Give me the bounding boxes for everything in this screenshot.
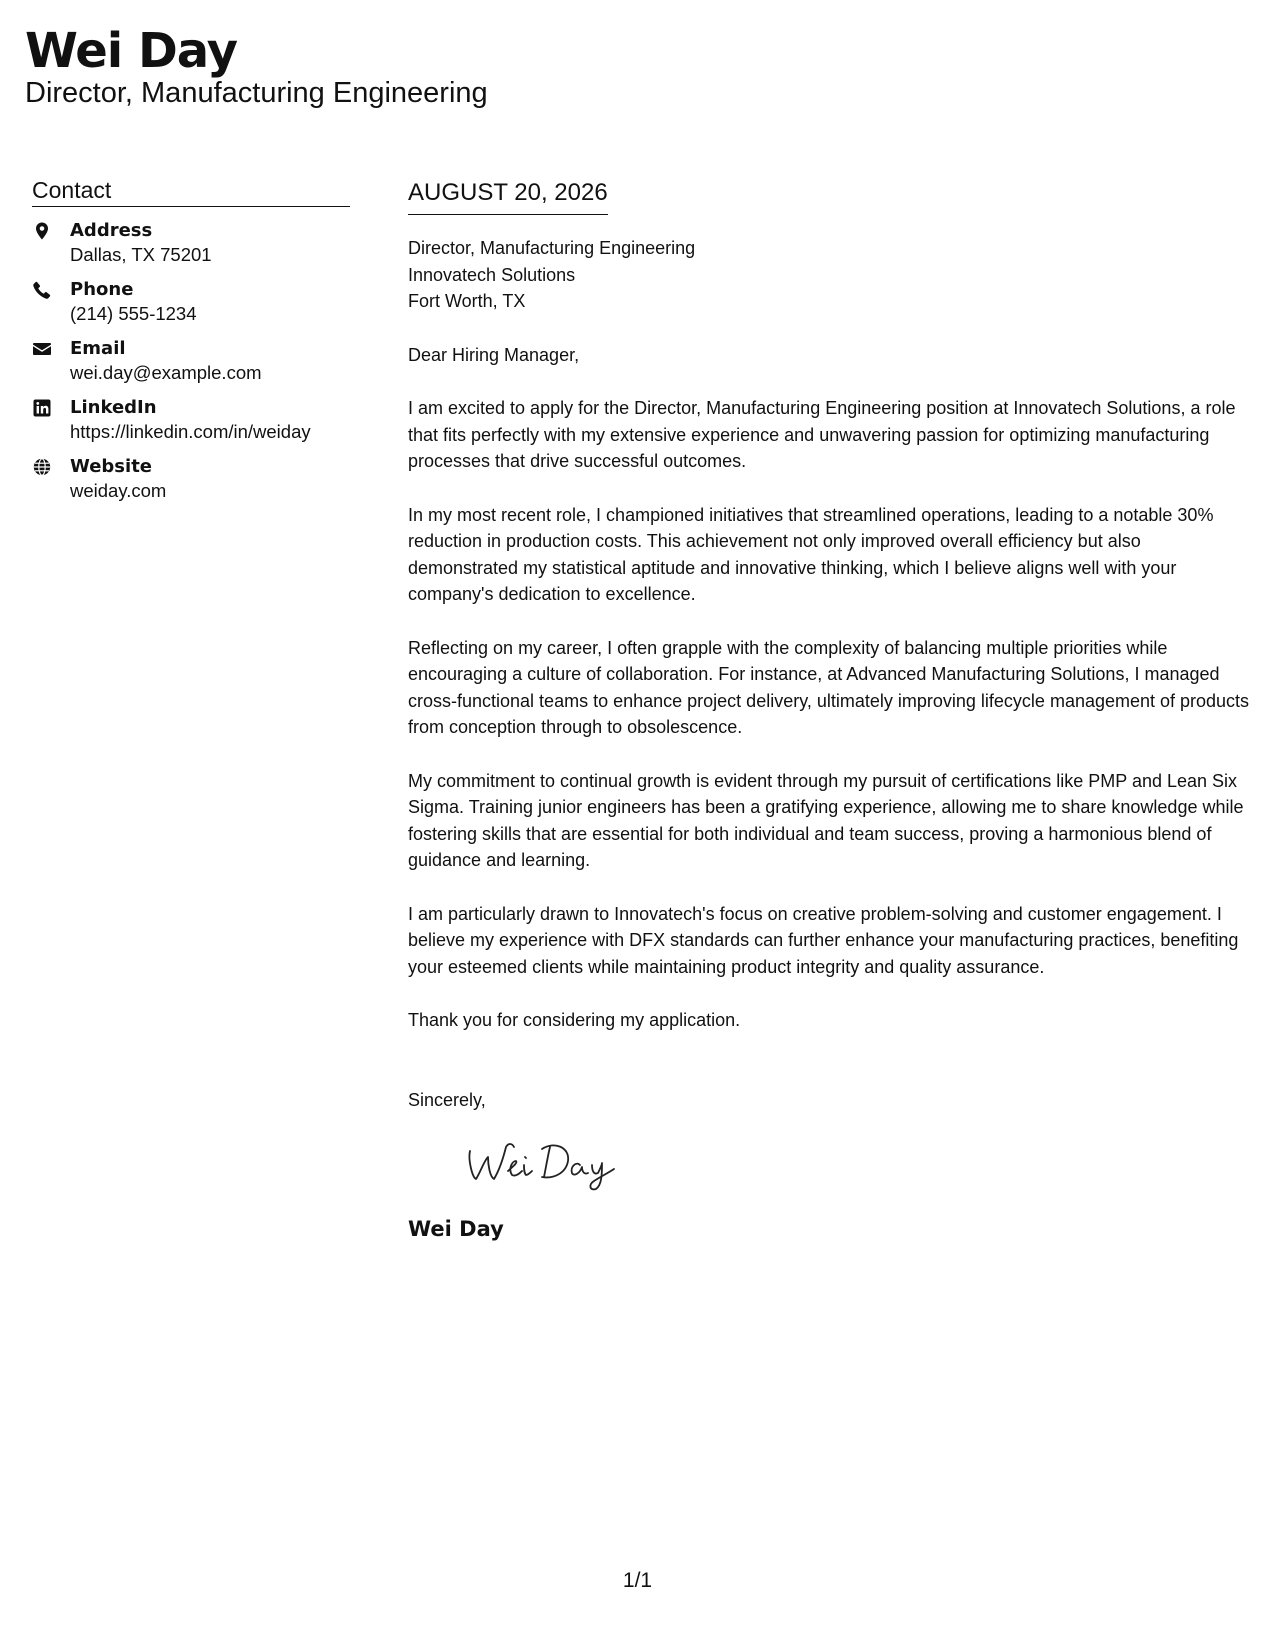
contact-label: Website	[70, 456, 153, 477]
letter-paragraph: I am particularly drawn to Innovatech's focus on creative problem-solving and customer engagement. I believe my experience with DFX standards can further enhance your manufacturing practices, benefiting your esteemed clients while maintaining product integrity and quality assurance.	[408, 903, 1239, 977]
phone-value: (214) 555-1234	[70, 303, 197, 324]
cover-letter-body	[408, 178, 1253, 1243]
letter-paragraph: Reflecting on my career, I often grapple with the complexity of balancing multiple priorities while encouraging a culture of collaboration. For instance, at Advanced Manufacturing Solutions, I managed cross-functional teams to enhance project delivery, ultimately improving lifecycle management of products from conception through to obsolescence.	[408, 637, 1250, 737]
handwritten-signature	[462, 1133, 632, 1193]
contact-item-address	[32, 219, 350, 267]
contact-item-linkedin	[32, 396, 350, 444]
envelope-icon	[32, 339, 52, 359]
contact-label: Address	[70, 220, 153, 241]
address-value: Dallas, TX 75201	[70, 244, 212, 265]
letter-date: AUGUST 20, 2026	[408, 178, 608, 215]
contact-label: Email	[70, 338, 126, 359]
resume-header	[25, 22, 488, 110]
recipient-line: Innovatech Solutions	[408, 264, 576, 285]
map-pin-icon	[32, 221, 52, 241]
letter-paragraph: In my most recent role, I championed initiatives that streamlined operations, leading to a notable 30% reduction in production costs. This achievement not only improved overall efficiency but also demonstrated my statistical aptitude and innovative thinking, which I believe aligns well with your company's dedication to excellence.	[408, 504, 1214, 604]
website-value[interactable]: weiday.com	[70, 480, 167, 501]
signer-name: Wei Day	[408, 1216, 504, 1241]
closing: Sincerely,	[408, 1089, 486, 1110]
contact-item-website	[32, 455, 350, 503]
applicant-title: Director, Manufacturing Engineering	[25, 77, 488, 109]
contact-label: LinkedIn	[70, 397, 157, 418]
contact-label: Phone	[70, 279, 134, 300]
contact-item-email	[32, 337, 350, 385]
contact-sidebar	[32, 176, 350, 514]
contact-heading: Contact	[32, 176, 350, 207]
letter-paragraph: I am excited to apply for the Director, Manufacturing Engineering position at Innovatech Solutions, a role that fits perfectly with my extensive experience and unwavering passion for optimizing manufacturing processes that drive successful outcomes.	[408, 398, 1236, 471]
email-value[interactable]: wei.day@example.com	[70, 362, 262, 383]
recipient-block	[408, 235, 1253, 315]
contact-item-phone	[32, 278, 350, 326]
page-number: 1/1	[622, 1569, 653, 1592]
recipient-line: Fort Worth, TX	[408, 291, 526, 311]
linkedin-icon	[32, 398, 52, 418]
phone-icon	[32, 280, 52, 300]
letter-paragraph: Thank you for considering my application.	[408, 1010, 741, 1030]
applicant-name: Wei Day	[25, 23, 237, 79]
recipient-line: Director, Manufacturing Engineering	[408, 238, 696, 258]
linkedin-value[interactable]: https://linkedin.com/in/weiday	[70, 421, 311, 442]
globe-icon	[32, 457, 52, 477]
letter-paragraph: My commitment to continual growth is evident through my pursuit of certifications like PMP and Lean Six Sigma. Training junior engineers has been a gratifying experience, allowing me to share knowledge while fostering skills that are essential for both individual and team success, proving a harmonious blend of guidance and learning.	[408, 770, 1244, 870]
salutation: Dear Hiring Manager,	[408, 344, 580, 365]
